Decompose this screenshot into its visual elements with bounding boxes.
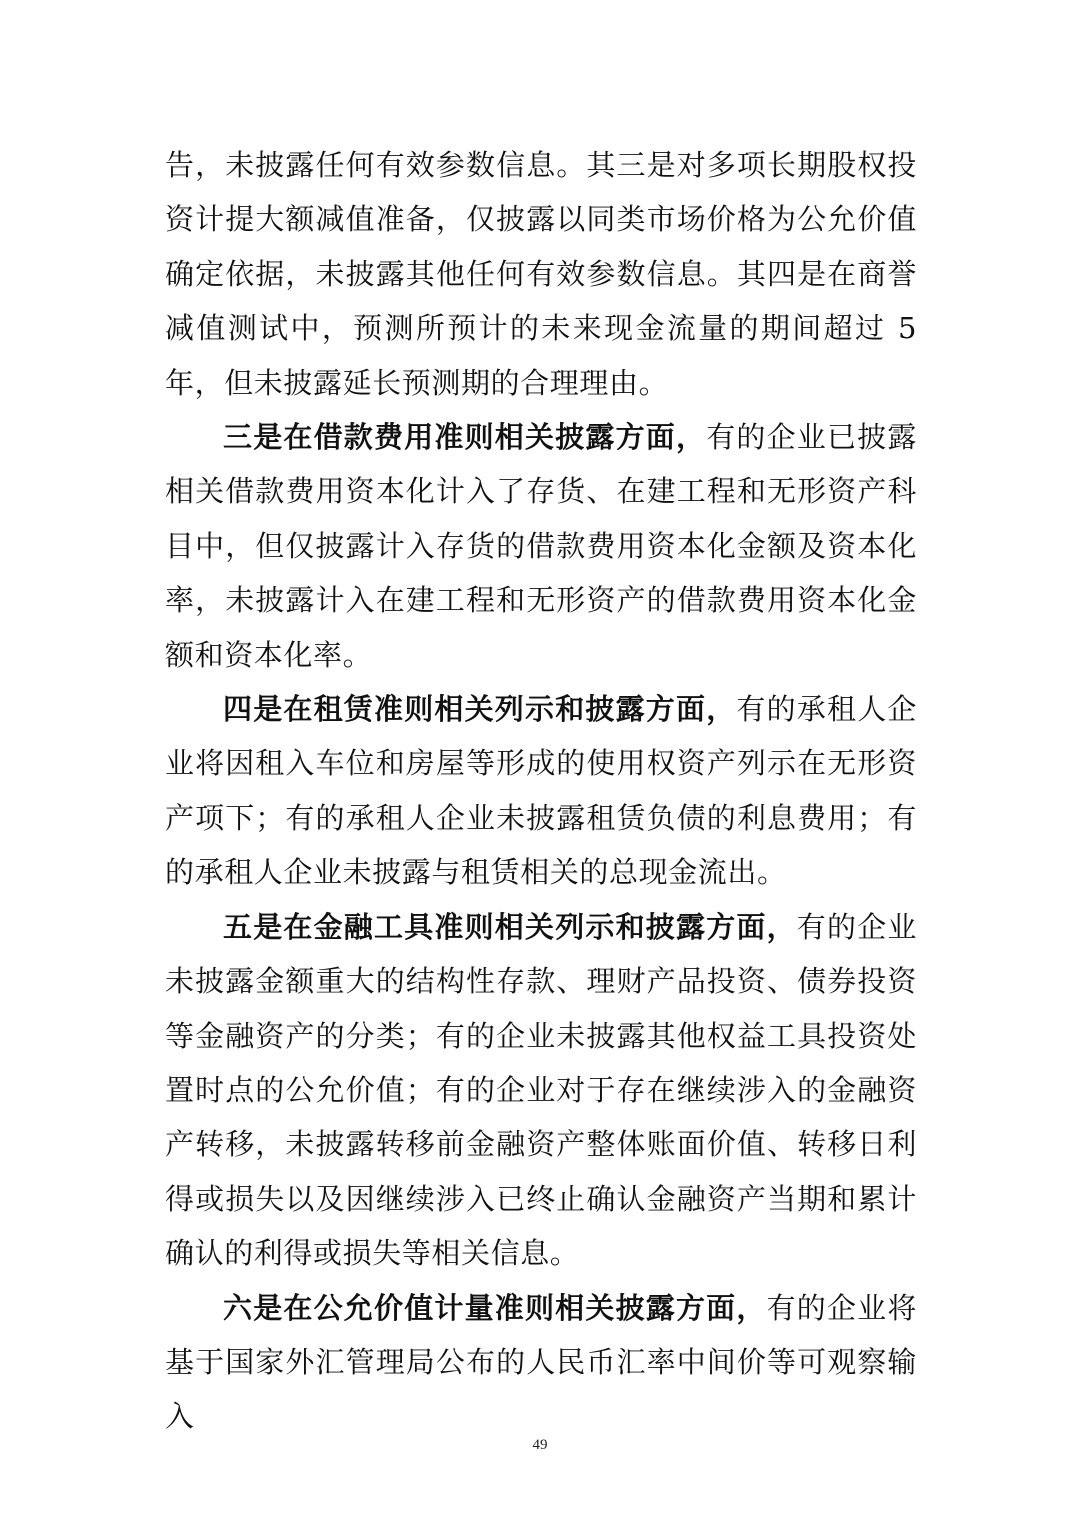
document-body — [165, 138, 917, 1444]
page-number: 49 — [532, 1437, 548, 1453]
paragraph-borrowing-costs — [165, 410, 917, 682]
paragraph-lead: 六是在公允价值计量准则相关披露方面， — [223, 1290, 767, 1325]
paragraph-text: 有的企业未披露金额重大的结构性存款、理财产品投资、债券投资等金融资产的分类；有的企业未披露其他权益工具投资处置时点的公允价值；有的企业对于存在继续涉入的金融资产转移，未披露转移前金融资产整体账面价值、转移日利得或损失以及因继续涉入已终止确认金融资产当期和累计确认的利得或损失等相关信息。 — [165, 909, 917, 1271]
paragraph-text: 有的承租人企业将因租入车位和房屋等形成的使用权资产列示在无形资产项下；有的承租人企业未披露租赁负债的利息费用；有的承租人企业未披露与租赁相关的总现金流出。 — [165, 692, 918, 890]
paragraph-financial-instruments — [165, 900, 917, 1281]
paragraph-text: 告，未披露任何有效参数信息。其三是对多项长期股权投资计提大额减值准备，仅披露以同类市场价格为公允价值确定依据，未披露其他任何有效参数信息。其四是在商誉减值测试中，预测所预计的未来现金流量的期间超过 5 年，但未披露延长预测期的合理理由。 — [165, 148, 917, 400]
paragraph-fair-value — [165, 1281, 917, 1444]
paragraph-lead: 三是在借款费用准则相关披露方面， — [223, 420, 707, 455]
paragraph-text: 有的企业将基于国家外汇管理局公布的人民币汇率中间价等可观察输入 — [165, 1290, 917, 1434]
paragraph-leases — [165, 682, 917, 900]
paragraph-continuation — [165, 138, 917, 410]
paragraph-lead: 四是在租赁准则相关列示和披露方面， — [223, 692, 737, 727]
paragraph-lead: 五是在金融工具准则相关列示和披露方面， — [223, 909, 797, 944]
paragraph-text: 有的企业已披露相关借款费用资本化计入了存货、在建工程和无形资产科目中，但仅披露计入存货的借款费用资本化金额及资本化率，未披露计入在建工程和无形资产的借款费用资本化金额和资本化率。 — [165, 420, 918, 672]
